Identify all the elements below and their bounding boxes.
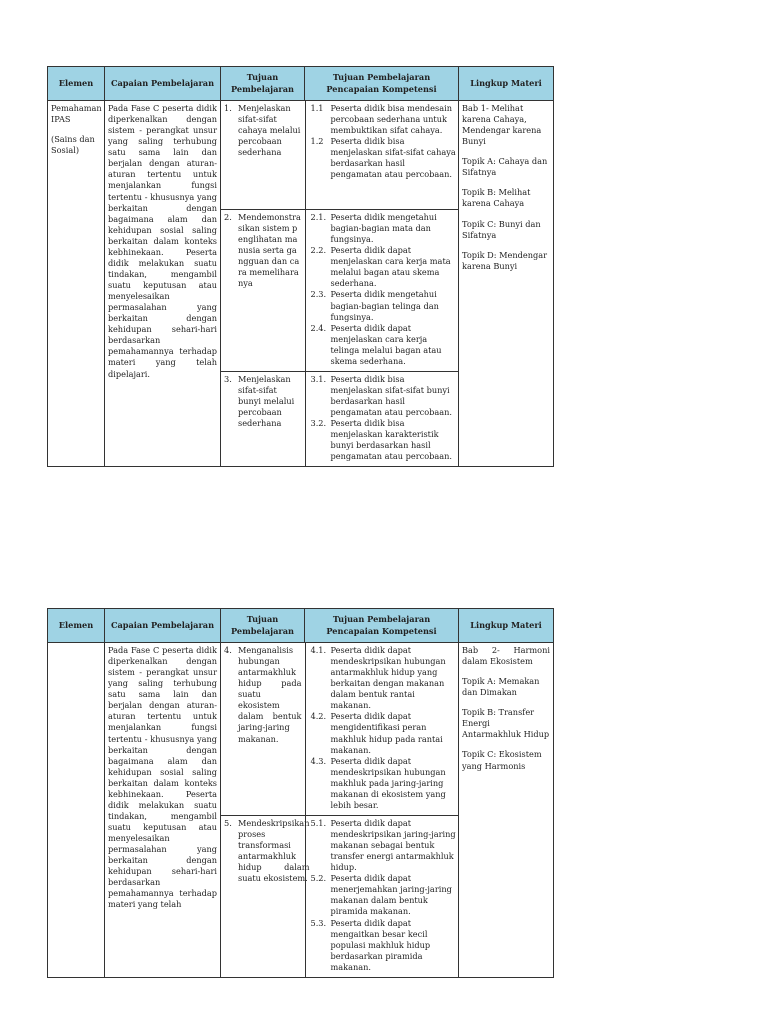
tk-number: 5.2. [310,873,327,884]
lingkup-topik: Topik D: Mendengar karena Bunyi [462,249,548,271]
header-tujuan: Tujuan Pembelajaran [221,67,305,101]
tk-number: 1.1 [310,103,324,113]
tujuan-groups [221,101,459,467]
tk-text: Peserta didik bisa menjelaskan sifat-sifat bunyi berdasarkan hasil pengamatan atau percobaan. [330,373,452,418]
tk-number: 5.1. [310,817,327,828]
header-lingkup: Lingkup Materi [459,609,554,643]
capaian-cell: Pada Fase C peserta didik diperkenalkan dengan sistem - perangkat unsur yang saling terhubung satu sama lain dan berjalan dengan aturan-aturan tertentu untuk menjalankan fungsi tertentu - khususnya yang berkaitan dengan bagaimana alam dan kehidupan sosial saling berkaitan dalam konteks kebhinekaan. Peserta didik melakukan suatu tindakan, mengambil suatu keputusan atau menyelesaikan permasalahan yang berkaitan dengan kehidupan sehari-hari berdasarkan pemahamannya terhadap materi yang telah [105,643,221,978]
tp-text: Menganalisis hubungan antarmakhluk hidup pada suatu ekosistem dalam bentuk jaring-jaring makanan. [238,645,302,744]
tk-number: 4.2. [310,711,327,722]
table-row [48,101,554,467]
elemen-cell [48,101,105,467]
curriculum-table-1 [47,66,554,467]
tk-text: Peserta didik dapat menjelaskan cara kerja telinga melalui bagan atau skema sederhana. [330,322,442,366]
tk-text: Peserta didik bisa menjelaskan karakteristik bunyi berdasarkan hasil pengamatan atau percobaan. [330,418,452,462]
elemen-scope: (Sains dan Sosial) [51,134,95,156]
lingkup-cell [459,643,554,978]
lingkup-topik: Topik B: Melihat karena Cahaya [462,187,531,209]
tk-text: Peserta didik bisa mendesain percobaan sederhana untuk membuktikan sifat cahaya. [330,103,452,136]
lingkup-topik: Topik B: Transfer Energi Antarmakhluk Hidup [462,707,550,740]
tujuan-group [221,210,459,372]
header-row [48,609,554,643]
tp-number: 4. [224,645,232,655]
tp-number: 1. [224,103,232,113]
tk-text: Peserta didik dapat menerjemahkan jaring-jaring makanan dalam bentuk piramida makanan. [330,873,452,917]
elemen-cell [48,643,105,978]
tk-text: Peserta didik dapat menjelaskan cara kerja mata melalui bagan atau skema sederhana. [330,245,451,289]
tk-number: 3.2. [310,418,327,429]
tujuan-groups [221,643,459,978]
curriculum-table-2 [47,608,554,978]
header-elemen: Elemen [48,609,105,643]
lingkup-topik: Topik A: Memakan dan Dimakan [462,676,540,698]
tk-text: Peserta didik dapat mengidentifikasi peran makhluk hidup pada rantai makanan. [330,711,443,755]
tk-number: 2.3. [310,289,327,300]
tk-number: 3.1. [310,373,327,384]
tk-text: Peserta didik dapat mendeskripsikan hubungan makhluk pada jaring-jaring makanan di ekosistem yang lebih besar. [330,755,446,810]
header-elemen: Elemen [48,67,105,101]
tp-number: 5. [224,817,232,828]
tp-text: Menjelaskan sifat-sifat cahaya melalui percobaan sederhana [238,103,301,158]
header-row [48,67,554,101]
tk-text: Peserta didik dapat mendeskripsikan hubungan antarmakhluk hidup yang berkaitan dengan makanan dalam bentuk rantai makanan. [330,645,446,711]
lingkup-topik: Topik C: Bunyi dan Sifatnya [462,218,541,240]
tk-text: Peserta didik mengetahui bagian-bagian telinga dan fungsinya. [330,289,439,322]
table-row [48,643,554,978]
tp-number: 3. [224,373,232,384]
lingkup-bab: Bab 1- Melihat karena Cahaya, Mendengar karena Bunyi [462,103,542,147]
capaian-cell: Pada Fase C peserta didik diperkenalkan dengan sistem - perangkat unsur yang saling terhubung satu sama lain dan berjalan dengan aturan-aturan tertentu untuk menjalankan fungsi tertentu - khususnya yang berkaitan dengan bagaimana alam dan kehidupan sosial saling berkaitan dalam konteks kebhinekaan. Peserta didik melakukan suatu tindakan, mengambil suatu keputusan atau menyelesaikan permasalahan yang berkaitan dengan kehidupan sehari-hari berdasarkan pemahamannya terhadap materi yang telah dipelajari. [105,101,221,467]
lingkup-topik: Topik C: Ekosistem yang Harmonis [462,749,542,771]
tk-text: Peserta didik dapat mendeskripsikan jaring-jaring makanan sebagai bentuk transfer energi antarmakhluk hidup. [330,817,456,873]
tujuan-group [221,101,459,210]
header-capaian: Capaian Pembelajaran [105,67,221,101]
tk-number: 2.1. [310,212,327,222]
tujuan-group [221,371,459,466]
header-lingkup: Lingkup Materi [459,67,554,101]
header-tujuan: Tujuan Pembelajaran [221,609,305,643]
header-tujuan-kompetensi: Tujuan Pembelajaran Pencapaian Kompetensi [305,67,459,101]
tujuan-group [221,643,459,815]
tp-text: Menjelaskan sifat-sifat bunyi melalui percobaan sederhana [238,373,295,429]
tk-number: 4.1. [310,645,327,655]
elemen-name: Pemahaman IPAS [51,103,102,125]
header-capaian: Capaian Pembelajaran [105,609,221,643]
header-tujuan-kompetensi: Tujuan Pembelajaran Pencapaian Kompetensi [305,609,459,643]
tk-text: Peserta didik bisa menjelaskan sifat-sifat cahaya berdasarkan hasil pengamatan atau percobaan. [330,136,456,180]
tp-text: Mendeskripsikan proses transformasi antarmakhluk hidup dalam suatu ekosistem. [238,817,310,884]
tp-number: 2. [224,212,232,222]
lingkup-topik: Topik A: Cahaya dan Sifatnya [462,156,548,178]
tujuan-group [221,815,459,976]
tp-text: Mendemonstrasikan sistem penglihatan manusia serta gangguan dan cara memeliharanya [238,212,301,289]
tk-text: Peserta didik dapat mengaitkan besar kecil populasi makhluk hidup berdasarkan piramida makanan. [330,917,431,972]
tk-number: 1.2 [310,136,324,147]
lingkup-bab: Bab 2- Harmoni dalam Ekosistem [462,645,550,667]
tk-number: 4.3. [310,755,327,766]
lingkup-cell [459,101,554,467]
tk-text: Peserta didik mengetahui bagian-bagian mata dan fungsinya. [330,212,437,245]
tk-number: 2.2. [310,245,327,256]
tk-number: 2.4. [310,322,327,333]
tk-number: 5.3. [310,917,327,928]
